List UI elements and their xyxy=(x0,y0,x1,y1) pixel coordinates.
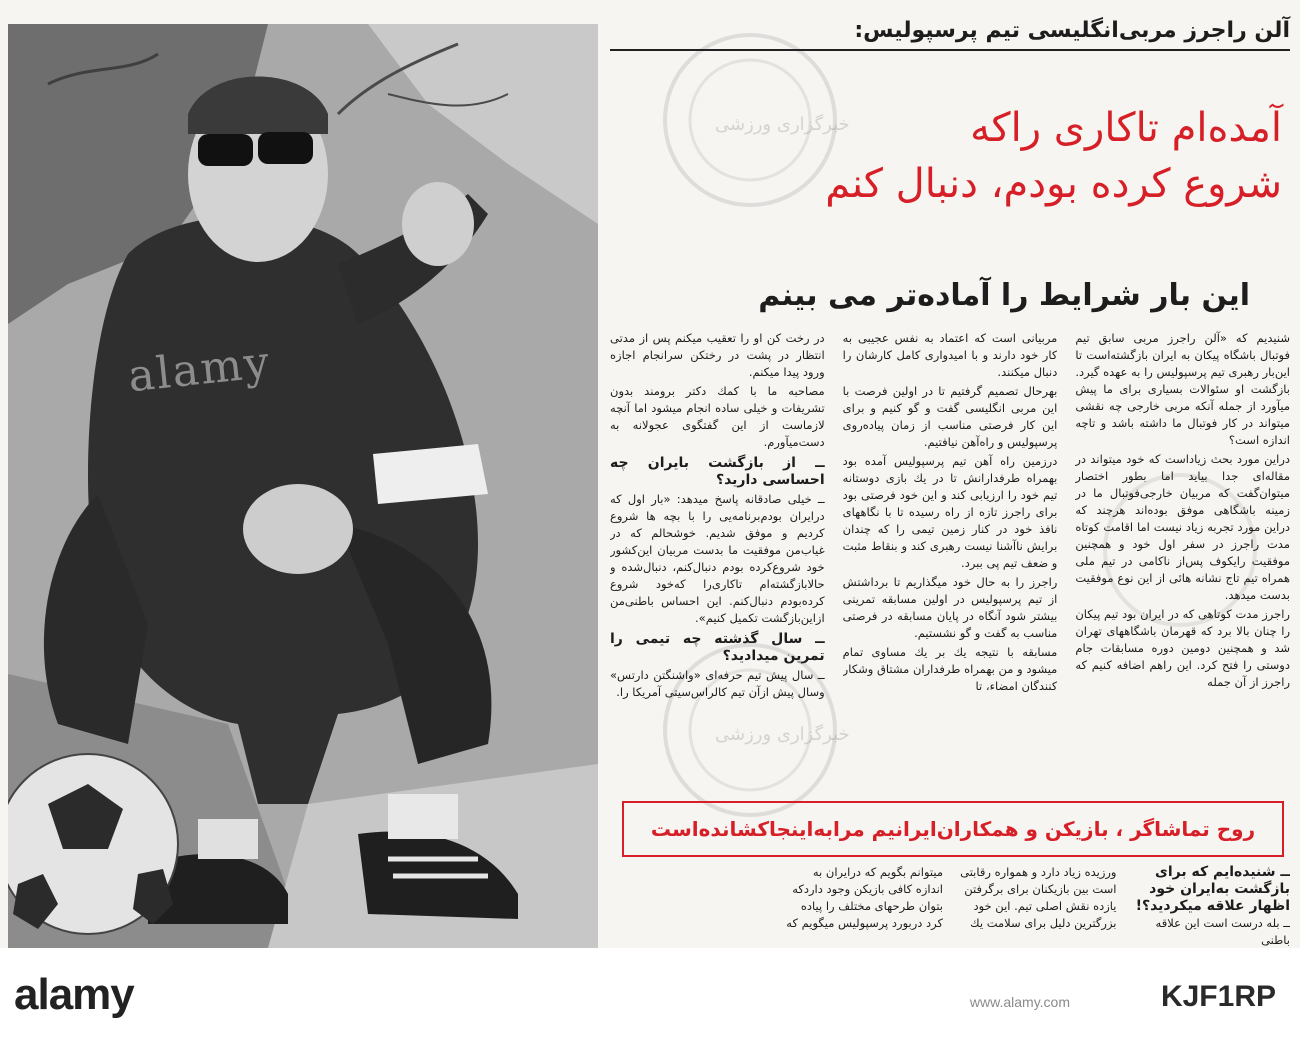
interview-answer: ــ خیلی صادقانه پاسخ میدهد: «بار اول که درایران بودم‌برنامه‌یی را با بچه ها شروع کردیم و موفق شدیم. خوشحالم که در غیاب‌من موفقیت ما بدست مربیان این‌کشور خود شروع‌کرده بودم دنبال‌کنم، دنبال‌شده و حالابازگشته‌ام تاکاری‌را که‌خود شروع کرده‌بودم دنبال‌کنم. این احساس باطنی‌من ازاین‌بازگشت تکمیل کنیم». xyxy=(610,492,825,625)
boxed-headline xyxy=(622,801,1284,857)
column-3-paragraph: مصاحبه ما با کمك دکتر برومند بدون تشریفات و خیلی ساده انجام میشود اما آنچه لازماست از این گفتگوی عجولانه به دست‌میآورم. xyxy=(610,384,825,449)
bottom-text: ــ بله درست است این علاقه باطنی xyxy=(1155,916,1290,947)
column-3-paragraph: در رخت کن او را تعقیب میکنم پس از مدتی انتظار در پشت در رختکن سرانجام اجازه ورود پیدا میکنم. xyxy=(610,331,825,379)
bottom-columns xyxy=(610,864,1290,948)
article xyxy=(610,18,1290,948)
article-columns xyxy=(610,330,1290,798)
coach-photo-illustration xyxy=(8,24,598,948)
watermark-stamp-text-1: خبرگزاری ورزشی xyxy=(715,114,850,135)
headline-line-1: آمده‌ام تاکاری راکه xyxy=(970,105,1282,151)
column-2-paragraph: درزمین راه آهن تیم پرسپولیس آمده بود بهمراه طرفدارانش تا در یك بازی دوستانه تیم خود را ارزیابی کند و این خود فرصتی بود برای راجرز تازه از راه رسیده تا با نگاههای نافذ خود در کنار زمین تیمی را که چندان برایش ناآشنا نیست رهبری کند و بنقاط مثبت و ضعف تیم پی ببرد. xyxy=(842,454,1058,570)
article-column-3 xyxy=(610,330,825,798)
photo-watermark: alamy xyxy=(125,336,274,403)
stock-banner xyxy=(0,948,1300,1038)
watermark-stamp-text-2: خبرگزاری ورزشی xyxy=(715,724,850,745)
bottom-question: ــ شنیده‌ایم که برای بازگشت به‌ایران خود اظهار علاقه میکردید؟! xyxy=(1135,864,1290,914)
image-id: KJF1RP xyxy=(1160,980,1276,1013)
bottom-column-1 xyxy=(1131,864,1291,948)
banner-url: www.alamy.com xyxy=(969,994,1070,1010)
column-1-paragraph: شنیدیم که «آلن راجرز مربی سابق تیم فوتبال باشگاه پیکان به ایران بازگشته‌است تا این‌بار رهبری تیم پرسپولیس را به عهده گیرد. بازگشت او سئوالات بسیاری برای ما پیش میآورد از جمله آنکه مربی خارجی چه نقشی میتواند در کار فوتبال ما داشته باشد و تاچه اندازه است؟ xyxy=(1075,331,1290,447)
boxed-headline-text: روح تماشاگر ، بازیکن و همکاران‌ایرانیم مرابه‌اینجاکشانده‌است xyxy=(650,817,1256,841)
column-1-paragraph: دراین مورد بحث زیاداست که خود میتواند در مقاله‌ای جدا بیاید اما بطور اختصار میتوان‌گفت که مربیان خارجی‌فوتبال ما در زمینه باشگاهی موفق بوده‌اند هرچند که دراین مورد تجربه زیاد نیست اما اقامت کوتاه مدت راجرز در سفر اول خود و همچنین موفقیت رایکوف پس‌از ناکامی در تیم ملی همراه تیم تاج نشانه هائی از این نوع موفقیت بدست میدهد. xyxy=(1075,452,1290,602)
article-column-2 xyxy=(843,330,1058,798)
coach-photo xyxy=(8,24,598,948)
column-2-paragraph: مسابقه با نتیجه یك بر یك مساوی تمام میشود و من بهمراه طرفداران مشتاق وشکار کنندگان امضاء، تا xyxy=(842,645,1058,693)
article-kicker: آلن راجرز مربی‌انگلیسی تیم پرسپولیس: xyxy=(610,18,1290,51)
column-2-paragraph: مربیانی است که اعتماد به نفس عجیبی به کار خود دارند و با امیدواری کامل کارشان را دنبال میکنند. xyxy=(842,331,1058,379)
interview-answer: ــ سال پیش تیم حرفه‌ای «واشنگتن دارتس» وسال پیش ازآن تیم کالراس‌سیتی آمریکا را. xyxy=(610,668,825,699)
column-1-paragraph: راجرز مدت کوتاهی که در ایران بود تیم پیکان را چنان بالا برد که قهرمان باشگاههای تهران شد و همچنین دومین دوره مسابقات جام دوستی را فتح کرد. این راهم اضافه کنیم که راجرز از آن جمله xyxy=(1075,607,1290,689)
article-subhead: این بار شرایط را آماده‌تر می بینم xyxy=(758,278,1250,313)
alamy-logo: alamy xyxy=(14,970,134,1019)
bottom-column-2: ورزیده زیاد دارد و همواره رقابتی است بین بازیکنان برای برگرفتن یازده نقش اصلی تیم. این خود بزرگترین دلیل برای سلامت یك xyxy=(960,865,1117,930)
headline-line-2: شروع کرده بودم، دنبال کنم xyxy=(825,161,1282,207)
article-headline xyxy=(622,100,1282,212)
article-column-1 xyxy=(1075,330,1290,798)
column-2-paragraph: راجرز را به حال خود میگذاریم تا برداشتش از تیم پرسپولیس در اولین مسابقه تمرینی بیشتر شود آنگاه در پایان مسابقه در فرصتی مناسب به گفت و گو نشستیم. xyxy=(842,575,1058,640)
interview-question: ــ از بازگشت بایران چه احساسی دارید؟ xyxy=(610,455,825,488)
interview-question: ــ سال گذشته چه تیمی را تمرین میدادید؟ xyxy=(610,631,825,664)
column-2-paragraph: بهرحال تصمیم گرفتیم تا در اولین فرصت با این مربی انگلیسی گفت و گو کنیم و برای این کار فرصتی مناسب از زمان پیاده‌روی پرسپولیس و راه‌آهن نیافتیم. xyxy=(842,384,1058,449)
bottom-column-4 xyxy=(610,864,770,948)
bottom-column-3: میتوانم بگویم که درایران به اندازه کافی بازیکن وجود دارد‌که بتوان طرحهای مختلف را پیاده کرد دربورد پرسپولیس میگویم که xyxy=(786,865,943,930)
